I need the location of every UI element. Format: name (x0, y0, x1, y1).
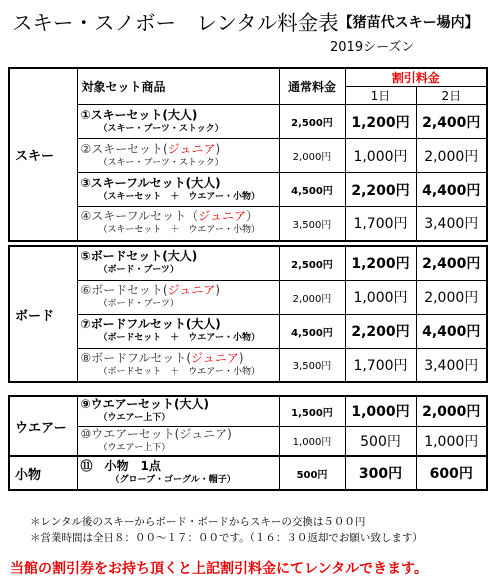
regular-price: 4,500円 (279, 314, 345, 348)
header-day2: 2日 (416, 87, 487, 105)
wear-table (8, 395, 488, 491)
page-title (12, 6, 479, 36)
item-sub: （スキー・ブーツ・ストック） (98, 157, 224, 168)
day2-price: 3,400円 (416, 207, 487, 241)
item-name: ④スキーフルセット（ジュニア） (80, 209, 258, 224)
table-row (9, 173, 487, 207)
day2-price: 4,400円 (416, 173, 487, 207)
day1-price: 2,200円 (345, 173, 416, 207)
regular-price: 3,500円 (279, 207, 345, 241)
day2-price: 2,400円 (416, 105, 487, 139)
regular-price: 3,500円 (279, 348, 345, 382)
header-regular: 通常料金 (279, 68, 345, 105)
day1-price: 1,000円 (345, 139, 416, 173)
item-name: ⑪ 小物 1点 (80, 459, 161, 473)
day1-price: 1,200円 (345, 246, 416, 280)
category-ski: スキー (9, 68, 77, 241)
day1-price: 1,200円 (345, 105, 416, 139)
item-sub: （ボードセット ＋ ウエアー・小物） (98, 366, 260, 377)
day1-price: 1,700円 (345, 207, 416, 241)
board-table (8, 245, 488, 383)
table-row (9, 280, 487, 314)
item-name: ⑤ボードセット(大人) (80, 249, 198, 264)
day1-price: 1,700円 (345, 348, 416, 382)
item-sub: （スキー・ブーツ・ストック） (98, 123, 224, 134)
regular-price: 2,500円 (279, 246, 345, 280)
item-name: ⑨ウエアーセット(大人) (80, 397, 210, 412)
table-row (9, 348, 487, 382)
regular-price: 2,000円 (279, 139, 345, 173)
regular-price: 4,500円 (279, 173, 345, 207)
item-sub: （ボードセット ＋ ウエアー・小物） (98, 333, 260, 343)
day1-price: 2,200円 (345, 314, 416, 348)
item-name: ⑥ボードセット(ジュニア) (80, 283, 221, 297)
item-name: ①スキーセット(大人) (80, 107, 198, 122)
item-name: ⑧ボードフルセット(ジュニア) (80, 350, 244, 365)
day2-price: 2,400円 (416, 246, 487, 280)
item-sub: （ボード・ブーツ） (98, 299, 179, 309)
day2-price: 4,400円 (416, 314, 487, 348)
regular-price: 500円 (279, 456, 345, 490)
table-row (9, 314, 487, 348)
day1-price: 1,000円 (345, 396, 416, 426)
table-row (9, 456, 487, 490)
note-hours: ＊営業時間は全日８：００～１７：００です。（１６：３０返却でお願い致します） (30, 532, 423, 544)
day2-price: 2,000円 (416, 139, 487, 173)
item-sub: （ボード・ブーツ） (98, 265, 179, 276)
season-label: 2019シーズン (330, 40, 415, 55)
day1-price: 500円 (345, 426, 416, 456)
day2-price: 1,000円 (416, 426, 487, 456)
item-sub: （スキーセット ＋ ウエアー・小物） (98, 191, 261, 202)
category-small: 小物 (9, 456, 77, 490)
item-sub: （ウエアー上下） (98, 413, 171, 424)
title-main: スキー・スノボー レンタル料金表 (12, 11, 339, 35)
regular-price: 2,500円 (279, 105, 345, 139)
regular-price: 2,000円 (279, 280, 345, 314)
day2-price: 600円 (416, 456, 487, 490)
regular-price: 1,000円 (279, 426, 345, 456)
item-name: ⑦ボードフルセット(大人) (80, 317, 221, 331)
category-wear: ウエアー (9, 396, 77, 456)
item-sub: （グローブ・ゴーグル・帽子） (110, 475, 236, 485)
table-row (9, 139, 487, 173)
ski-table (8, 67, 488, 242)
discount-banner: 当館の割引券をお持ち頂くと上記割引料金にてレンタルできます。 (10, 561, 428, 577)
day1-price: 1,000円 (345, 280, 416, 314)
table-row (9, 105, 487, 139)
table-row (9, 426, 487, 456)
table-row (9, 207, 487, 241)
item-name: ⑩ウエアーセット(ジュニア) (80, 426, 232, 441)
day2-price: 3,400円 (416, 348, 487, 382)
item-sub: （スキーセット ＋ ウエアー・小物） (98, 225, 261, 236)
note-exchange: ＊レンタル後のスキーからボード・ボードからスキーの交換は５００円 (30, 516, 366, 528)
title-place: 【猪苗代スキー場内】 (338, 15, 479, 31)
day1-price: 300円 (345, 456, 416, 490)
item-name: ③スキーフルセット(大人) (80, 175, 221, 190)
header-item: 対象セット商品 (77, 68, 279, 105)
category-board: ボード (9, 246, 77, 382)
item-name: ②スキーセット(ジュニア) (80, 141, 221, 156)
header-day1: 1日 (345, 87, 416, 105)
day2-price: 2,000円 (416, 396, 487, 426)
table-row (9, 246, 487, 280)
header-discount: 割引料金 (345, 68, 487, 87)
item-sub: （ウエアー上下） (98, 442, 171, 453)
table-row (9, 396, 487, 426)
regular-price: 1,500円 (279, 396, 345, 426)
day2-price: 2,000円 (416, 280, 487, 314)
